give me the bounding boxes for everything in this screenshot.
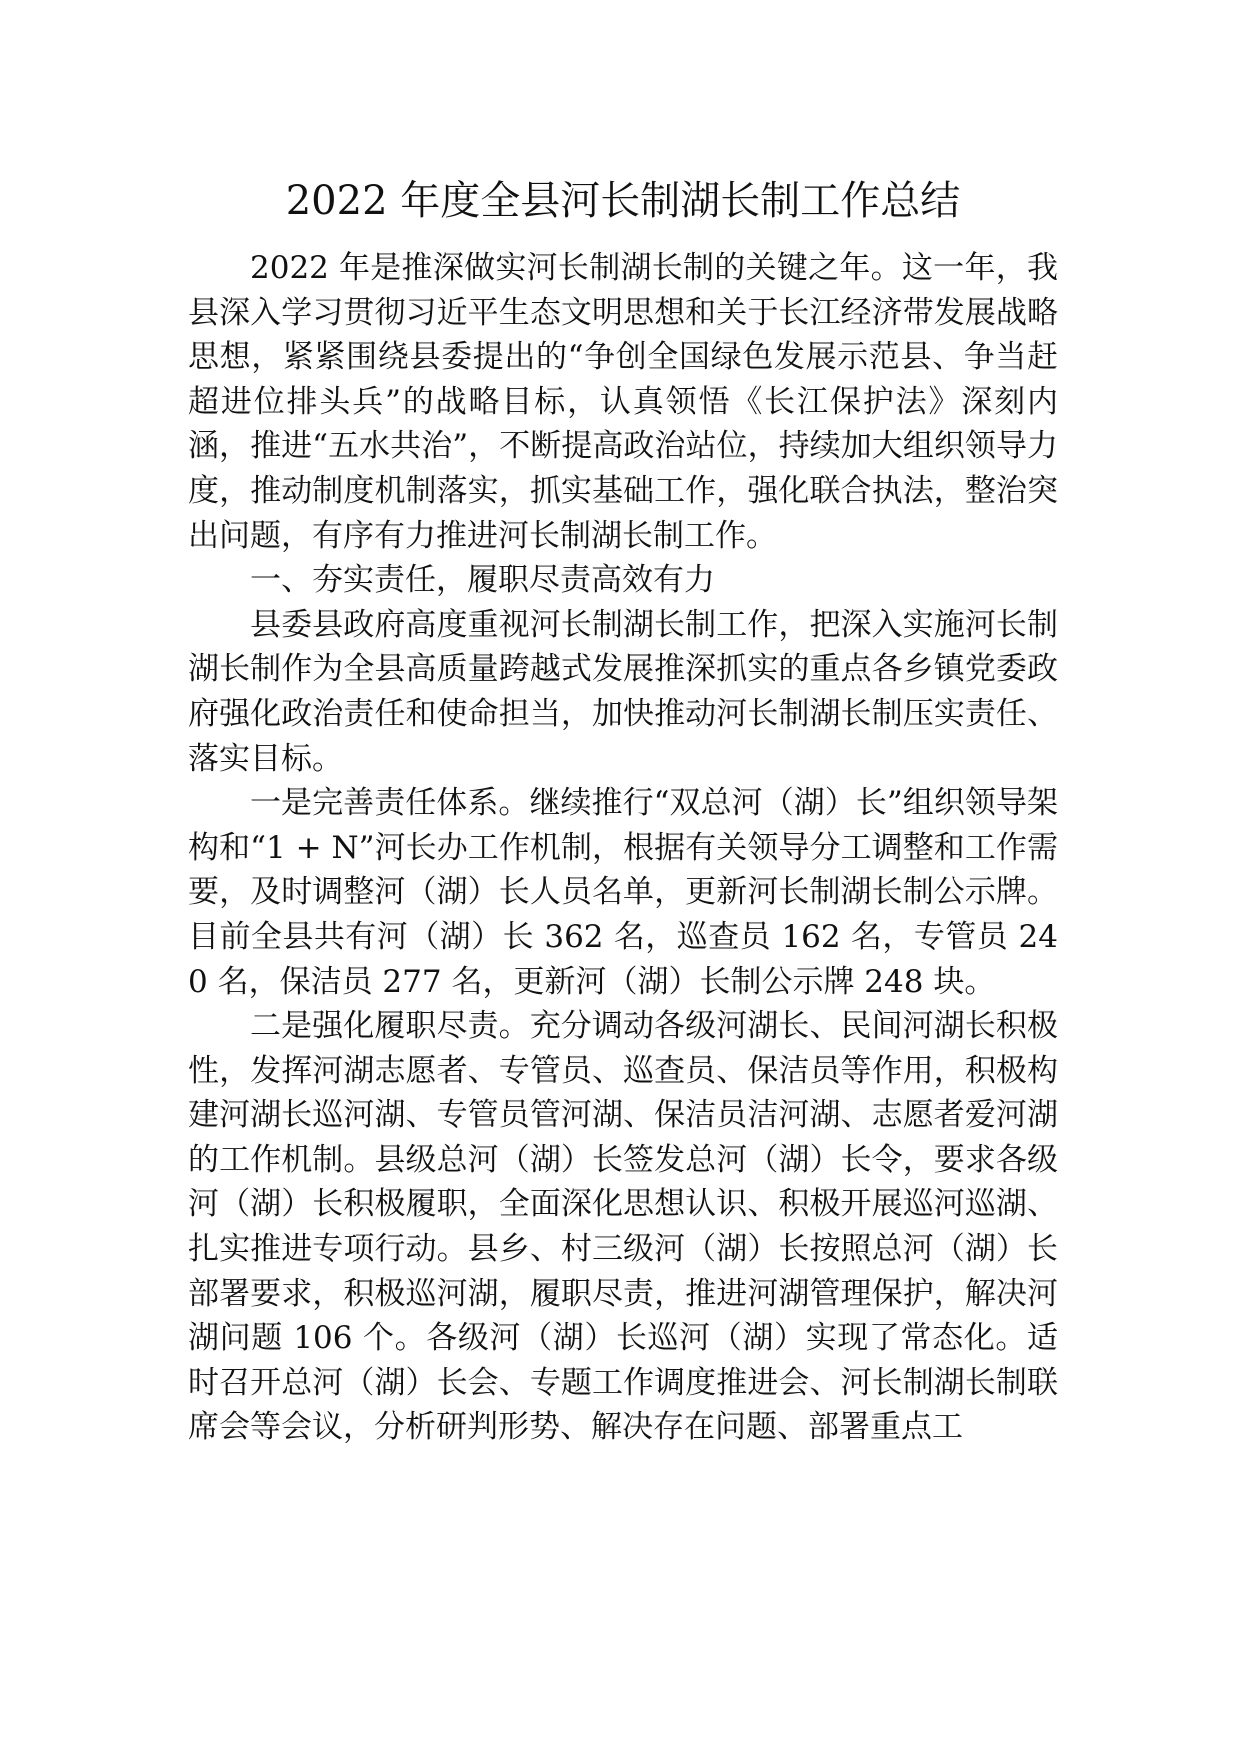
section-1-paragraph: 县委县政府高度重视河长制湖长制工作，把深入实施河长制湖长制作为全县高质量跨越式发展推深抓实的重点各乡镇党委政府强化政治责任和使命担当，加快推动河长制湖长制压实责任、落实目标。 (188, 606, 1058, 777)
section-heading-1: 一、夯实责任，履职尽责高效有力 (250, 562, 715, 599)
document-page (188, 170, 1058, 1450)
document-title: 2022 年度全县河长制湖长制工作总结 (285, 178, 961, 224)
intro-paragraph: 2022 年是推深做实河长制湖长制的关键之年。这一年，我县深入学习贯彻习近平生态文明思想和关于长江经济带发展战略思想，紧紧围绕县委提出的“争创全国绿色发展示范县、争当赶超进位排头兵”的战略目标，认真领悟《长江保护法》深刻内涵，推进“五水共治”，不断提高政治站位，持续加大组织领导力度，推动制度机制落实，抓实基础工作，强化联合执法，整治突出问题，有序有力推进河长制湖长制工作。 (188, 250, 1058, 554)
responsibility-system-paragraph: 一是完善责任体系。继续推行“双总河（湖）长”组织领导架构和“1 + N”河长办工作机制，根据有关领导分工调整和工作需要，及时调整河（湖）长人员名单，更新河长制湖长制公示牌。目前全县共有河（湖）长 362 名，巡查员 162 名，专管员 240 名，保洁员 277 名，更新河（湖）长制公示牌 248 块。 (188, 785, 1058, 1000)
duty-performance-paragraph: 二是强化履职尽责。充分调动各级河湖长、民间河湖长积极性，发挥河湖志愿者、专管员、巡查员、保洁员等作用，积极构建河湖长巡河湖、专管员管河湖、保洁员洁河湖、志愿者爱河湖的工作机制。县级总河（湖）长签发总河（湖）长令，要求各级河（湖）长积极履职，全面深化思想认识、积极开展巡河巡湖、扎实推进专项行动。县乡、村三级河（湖）长按照总河（湖）长部署要求，积极巡河湖，履职尽责，推进河湖管理保护，解决河湖问题 106 个。各级河（湖）长巡河（湖）实现了常态化。适时召开总河（湖）长会、专题工作调度推进会、河长制湖长制联席会等会议，分析研判形势、解决存在问题、部署重点工 (188, 1008, 1058, 1446)
